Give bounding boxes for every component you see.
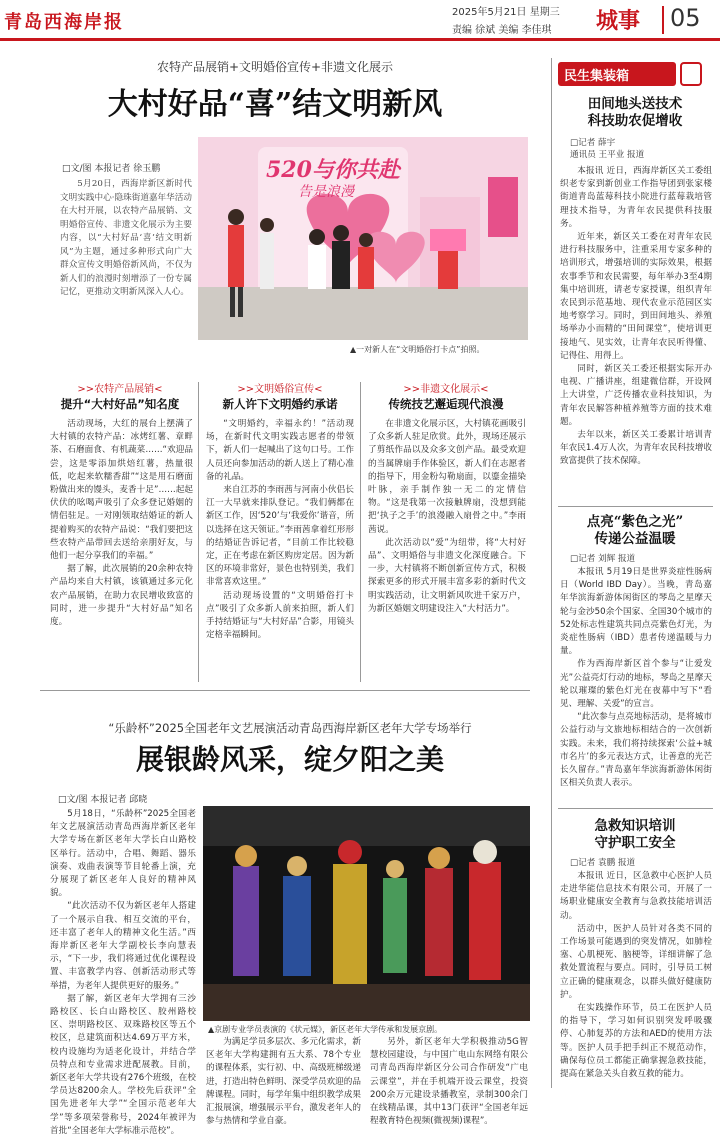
col2-para: 来自江苏的李雨茜与河南小伙侣长江一大早就来排队登记。“我们俩都在新区工作，因‘520’与‘我爱你’谐音，所以选择在这天领证。”李雨茜拿着红形形的结婚证告诉记者，“目前工作比较稳定，正在考虑在新区购房定居。因为新区的环境非常好，景色也特别美，我们非常喜欢这里。”: [206, 485, 354, 588]
bottom-byline: □文/图 本报记者 邱晓: [58, 795, 148, 805]
header-rule: [0, 38, 720, 41]
bottom-col3-para: 另外，新区老年大学积极推动5G智慧校园建设，与中国广电山东网络有限公司青岛西海岸新区分公司合作研发“广电云课堂”，并在手机端开设云课堂，投资200余万元建设录播教室，录制300余门在线精品课，其中13门获评“全国老年远程教育特色视频(微视频)课程”。: [370, 1037, 528, 1127]
page-editors: 责编 徐斌 美编 李佳琪: [452, 25, 552, 36]
bottom-headline: 展银龄风采，绽夕阳之美: [135, 743, 444, 776]
masthead-title: 青岛西海岸报: [4, 12, 124, 33]
col1-tag: >>农特产品展销<: [77, 384, 163, 395]
sidebar-rule: [558, 506, 713, 507]
side-a2-para: 作为西海岸新区首个参与“让爱发光”公益亮灯行动的地标，琴岛之星摩天轮以璀璨的紫色灯光在夜幕中写下“看见、理解、关爱”的宣言。: [560, 659, 712, 710]
col3-para: 在非遗文化展示区，大村镇花画吸引了众多新人驻足欣赏。此外，现场还展示了剪纸作品以及众多文创产品。最受欢迎的当属牌扇手作体验区，新人们在志愿者的指导下，用金粉勾勒扇面，以鎏金描染叶脉，亲手制作独一无二的定情信物。“这是我第一次接触牌扇，没想到能把‘执子之手’的浪漫融入扇骨之中。”李雨茜说。: [368, 419, 526, 535]
side-a3-title: 急救知识培训 守护职工安全: [594, 818, 676, 851]
side-a3-para: 在实践操作环节，员工在医护人员的指导下，学习如何识别突发呼吸骤停、心肺复苏的方法和AED的使用方法等。医护人员手把手纠正不规范动作，确保每位员工都能正确掌握急救技能，提高在紧急关头自救互救的能力。: [560, 1003, 712, 1080]
col2-title: 新人许下文明婚约承诺: [222, 397, 338, 411]
side-a1-body: [560, 165, 712, 503]
side-a1-title: 田间地头送技术 科技助农促增收: [587, 96, 683, 129]
sidebar-rule: [558, 808, 713, 809]
col2-para: 活动现场设置的“文明婚俗打卡点”吸引了众多新人前来拍照，新人们手持结婚证与“大村好品”合影，用镜头定格幸福瞬间。: [206, 590, 354, 641]
col3-body: [368, 418, 526, 680]
side-a2-title: 点亮“紫色之光” 传递公益温暖: [586, 514, 684, 547]
col3-para: 此次活动以“爱”为纽带，将“大村好品”、文明婚俗与非遗文化深度融合。下一步，大村镇将不断创新宣传方式，积极探索更多的形式开展丰富多彩的新时代文明实践活动，让文明新风吹进千家万户，为新区婚姻文明建设注入“大村活力”。: [368, 537, 526, 614]
col3-title: 传统技艺邂逅现代浪漫: [388, 397, 504, 411]
photo-sign-520: 520与你共赴: [266, 157, 400, 183]
opera-photo-art: [203, 806, 530, 1021]
side-a3-byline: □记者 袁鹏 报道: [570, 858, 636, 868]
col-divider: [360, 382, 361, 682]
bottom-col3-body: [370, 1036, 528, 1127]
side-a3-para: 活动中，医护人员针对各类不同的工作场景可能遇到的突发情况，如肺栓塞、心肌梗死、脑梗等，详细讲解了急救处置流程与要点。同时，引导员工树立正确的健康观念，以群头做好健康防护。: [560, 923, 712, 1000]
col3-tag: >>非遗文化展示<: [403, 384, 489, 395]
col1-title: 提升“大村好品”知名度: [60, 397, 180, 411]
bottom-kicker: “乐龄杯”2025全国老年文艺展演活动青岛西海岸新区老年大学专场举行: [108, 721, 472, 735]
bottom-col1-body: [50, 808, 196, 1136]
side-a3-body: [560, 870, 712, 1090]
side-a1-byline: □记者 薛宇 通讯员 王平业 报道: [570, 138, 645, 160]
col2-para: “文明婚约，幸福永约！”活动现场，在新时代文明实践志愿者的带领下，新人们一起喊出了这句口号。工作人员还向参加活动的新人送上了精心准备的礼品。: [206, 419, 354, 482]
opera-photo: [203, 806, 530, 1021]
col-divider: [198, 382, 199, 682]
chat-bubble-icon: [680, 62, 702, 86]
bottom-col2-body: [206, 1036, 361, 1127]
page-separator: [662, 6, 664, 34]
issue-date: 2025年5月21日 星期三: [452, 7, 560, 18]
side-a3-para: 本报讯 近日，区急救中心医护人员走进华能信息技术有限公司，开展了一场职业健康安全教育与急救技能培训活动。: [560, 871, 712, 921]
top-byline: □文/图 本报记者 徐玉鹏: [62, 164, 161, 174]
top-photo-caption: ▲一对新人在“文明婚俗打卡点”拍照。: [350, 345, 485, 354]
col1-body: [50, 418, 193, 686]
side-a1-para: 同时，新区关工委还根据实际开办电视、广播讲座，组建微信群，开设网上大讲堂，广泛传播农业科技知识，为青年农民解答种植养殖等方面的技术难题。: [560, 364, 712, 427]
sidebar-banner-text: 民生集装箱: [564, 69, 630, 84]
story-divider: [40, 690, 530, 691]
section-name: 城事: [596, 9, 641, 34]
side-a1-para: 去年以来，新区关工委累计培训青年农民1.4万人次，为青年农民科技增收致富提供了技术保障。: [560, 430, 712, 467]
side-a2-para: 本报讯 5月19日是世界炎症性肠病日（World IBD Day）。当晚，青岛嘉年华滨海新游体闲街区的琴岛之星摩天轮与金沙50余个国家、全国30个城市的52处标志性建筑共同点亮紫色灯光，为炎症性肠病（IBD）患者传递温暖与力量。: [560, 567, 712, 657]
side-a2-byline: □记者 刘辉 报道: [570, 554, 636, 564]
col1-para: 活动现场，大红的展台上摆满了大村镇的农特产品：冰烤红薯、章畔茶、石磨面食、有机蔬菜……“欢迎品尝，这是零添加烘焙红薯，热量很低，吃起来软糯香甜”“这是用石磨面粉做出来的馒头，麦香十足”……起起伏伏的吆喝声吸引了众多登记婚姻的情侣驻足。一对刚领取结婚证的新人提着购买的农特产品说：“我们要把这些农特产品带回去送给亲朋好友，与他们一起分享我们的幸福。”: [50, 419, 193, 562]
col2-body: [206, 418, 354, 680]
side-a2-body: [560, 566, 712, 802]
bottom-para: 5月18日，“乐龄杯”2025全国老年文艺展演活动青岛西海岸新区老年大学专场在新区老年大学长白山路校区举行。活动中，合唱、舞蹈、器乐演奏、戏曲表演等节目轮番上演，充分展现了新区老年人良好的精神风貌。: [50, 809, 196, 899]
side-a2-para: “此次参与点亮地标活动，是将城市公益行动与文旅地标相结合的一次创新实践。未来，我们将持续探索‘公益+城市名片’的多元表达方式，让善意的光芒长久留存。”青岛嘉年华滨海新游体闲街区相关负责人表示。: [560, 712, 712, 789]
photo-sign-romance: 告是浪漫: [298, 184, 354, 200]
top-lead: [60, 178, 192, 338]
bottom-para: 据了解，新区老年大学拥有三沙路校区、长白山路校区、胶州路校区、崇明路校区、双珠路校区等五个校区，总建筑面积达4.69万平方米，校内设施均为适老化设计，并结合学员特点和专业需求进配展教。目前，新区老年大学共设有276个班级，在校学员达8200余人。学校先后获评“全国先进老年大学”“全国示范老年大学”等多项荣誉称号，2024年被评为首批“全国老年大学标准示范校”。: [50, 993, 196, 1136]
page-number: 05: [670, 4, 701, 32]
top-headline: 大村好品“喜”结文明新风: [107, 87, 443, 122]
col2-tag: >>文明婚俗宣传<: [237, 384, 323, 395]
side-a1-para: 本报讯 近日，西海岸新区关工委组织老专家到新创业工作指导团到张家楼街道青岛蓝莓科技小院进行蓝莓栽培管理技术指导，为青年农民提供科技服务。: [560, 166, 712, 229]
sidebar-banner: [558, 62, 676, 86]
bottom-para: “此次活动不仅为新区老年人搭建了一个展示自我、相互交流的平台，还丰富了老年人的精神文化生活。”西海岸新区老年大学副校长李向慧表示，“下一步，我们将通过优化课程设置、丰富教学内容、创新活动形式等举措，为老年人提供更好的服务。”: [50, 901, 196, 991]
side-a1-para: 近年来，新区关工委在对青年农民进行科技服务中，注重采用专家多种的培训形式，增强培训的实际效果，根据农事季节和农民需要，每年举办3至4期集中培训班，请老专家授课，组织青年农民到示范基地、现代农业示范园区实地考察学习。同时，到田间地头、养殖场举办小而精的“田间课堂”，使培训更接地气、见实效，让青年农民听得懂、记得住、用得上。: [560, 232, 712, 361]
bottom-col2-para: 为满足学员多层次、多元化需求，新区老年大学构建拥有五大系、78个专业的课程体系，实行初、中、高级班梯级递进，打造出特色鲜明、深受学员欢迎的品牌课程。同时，每学年集中组织教学成果汇报展演，增强展示平台，激发老年人的参与热情和学业自豪。: [206, 1037, 361, 1127]
bottom-photo-caption: ▲京剧专业学员表演的《状元媒》，新区老年大学传承和发展京剧。: [208, 1025, 443, 1034]
top-lead-text: 5月20日，西海岸新区新时代文明实践中心·隐珠街道嘉年华活动在大村开展，以农特产品展销、文明婚俗宣传、非遗文化展示为主要内容，以“大村好品‘喜’结文明新风”为主题，通过多种形式向广大群众宣传文明婚俗新风尚，不仅为新人们的浪漫时刻增添了一份专属记忆，更推动文明新风深入人心。: [60, 179, 192, 297]
col1-para: 据了解，此次展销的20余种农特产品均来自大村镇，该镇通过多元化农产品展销，在助力农民增收致富的同时，进一步提升“大村好品”知名度。: [50, 564, 193, 628]
wedding-photo: [198, 137, 528, 340]
top-kicker: 农特产品展销+文明婚俗宣传+非遗文化展示: [156, 60, 394, 74]
sidebar-divider: [551, 58, 552, 1088]
